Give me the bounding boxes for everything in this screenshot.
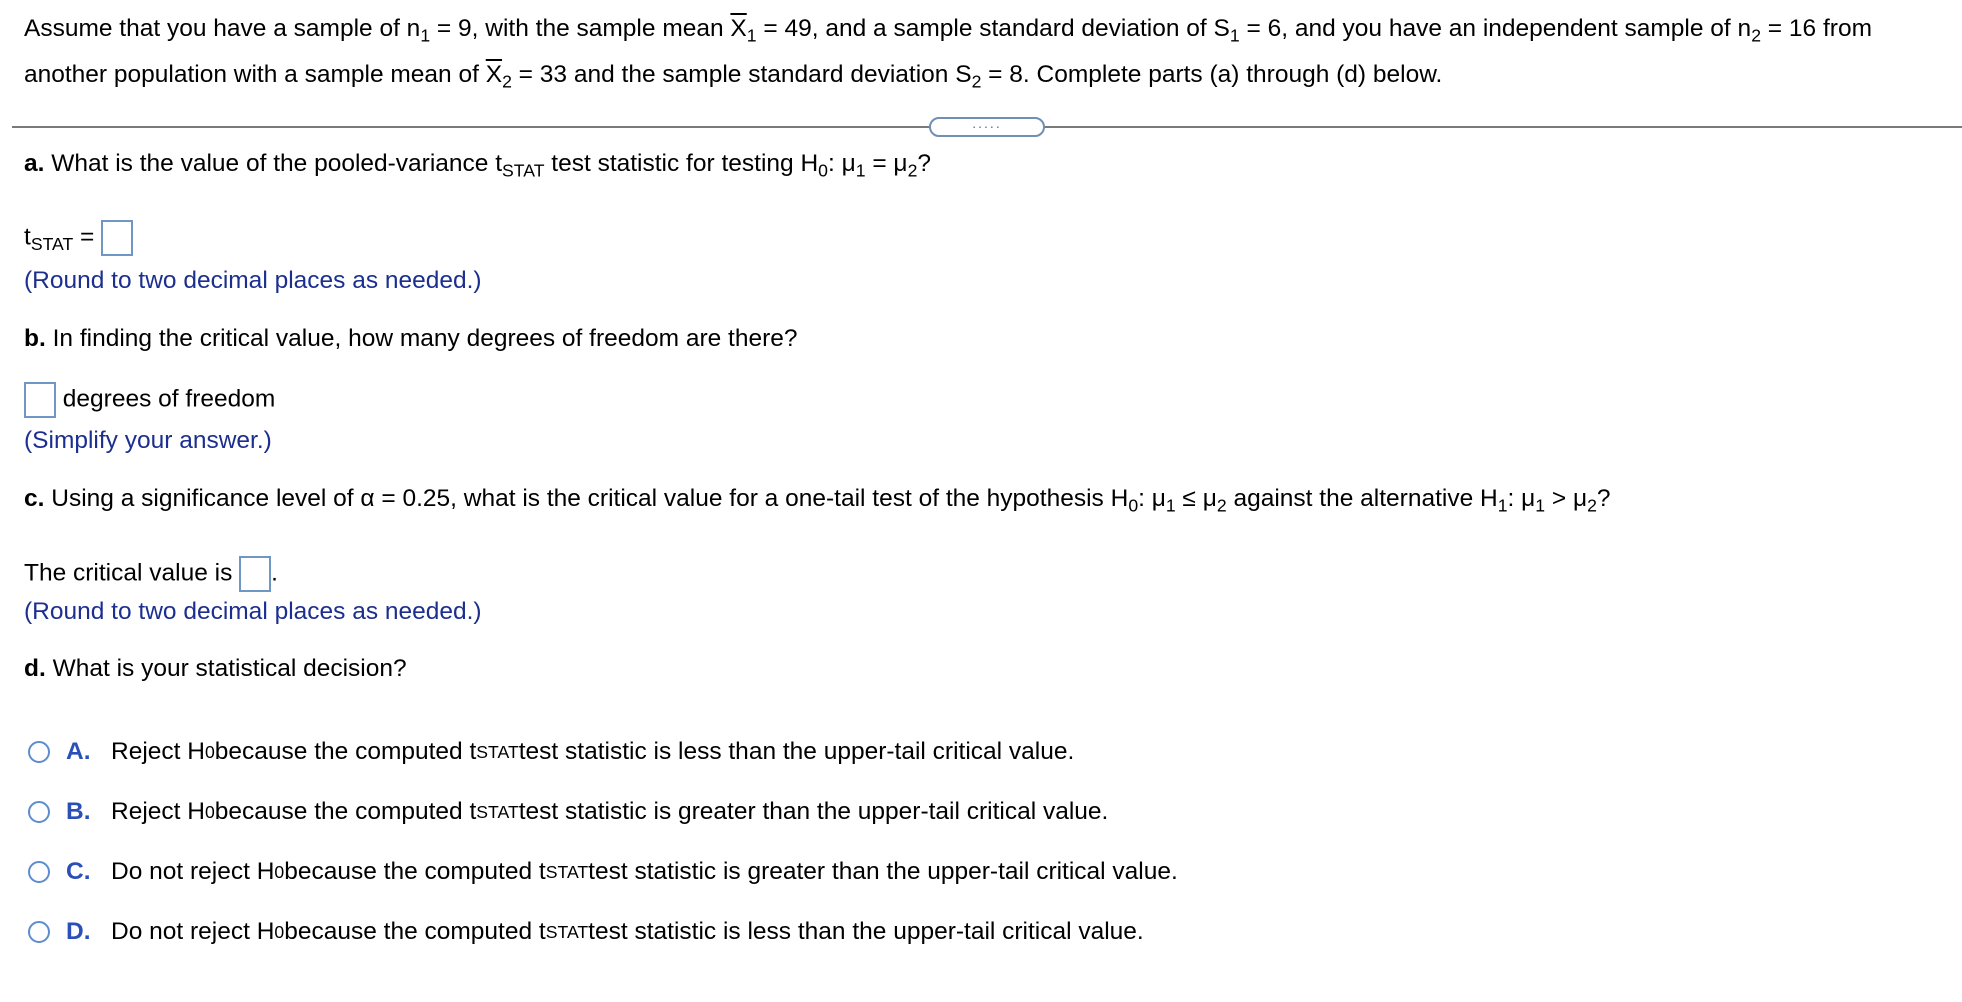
option-d[interactable]: D. Do not reject H 0 because the computed t STAT test statistic is less than the upper-tail critical value.: [28, 918, 1144, 946]
part-a-question: a. What is the value of the pooled-variance $t_{STAT}$ test statistic for testing $H_0$: $\mu_1 = \mu_2$?: [24, 150, 932, 181]
xbar2: $\overline{X}$: [485, 61, 503, 88]
expand-button[interactable]: .....: [929, 117, 1045, 137]
part-b-question: b. In finding the critical value, how many degrees of freedom are there?: [24, 325, 798, 352]
option-a[interactable]: A. Reject H 0 because the computed t STAT test statistic is less than the upper-tail critical value.: [28, 738, 1074, 766]
xbar1: $\overline{X}$: [730, 15, 747, 42]
radio-a[interactable]: [28, 741, 50, 763]
degrees-of-freedom-input[interactable]: [24, 382, 56, 418]
part-c-question: c. Using a significance level of α = 0.25, what is the critical value for a one-tail test of the hypothesis $H_0$: $\mu_1 \le \mu_2$ against the alternative $H_1$: $\mu_1 > \mu_2$?: [24, 485, 1611, 516]
radio-c[interactable]: [28, 861, 50, 883]
option-c[interactable]: C. Do not reject H 0 because the computed t STAT test statistic is greater than the upper-tail critical value.: [28, 858, 1178, 886]
part-a-hint: (Round to two decimal places as needed.): [24, 267, 482, 294]
part-a-answer-row: $t_{STAT}$ =: [24, 220, 133, 256]
option-b[interactable]: B. Reject H 0 because the computed t STAT test statistic is greater than the upper-tail critical value.: [28, 798, 1108, 826]
part-b-hint: (Simplify your answer.): [24, 427, 272, 454]
part-d-question: d. What is your statistical decision?: [24, 655, 407, 682]
tstat-input[interactable]: [101, 220, 133, 256]
radio-d[interactable]: [28, 921, 50, 943]
critical-value-input[interactable]: [239, 556, 271, 592]
radio-b[interactable]: [28, 801, 50, 823]
part-b-answer-row: degrees of freedom: [24, 382, 275, 418]
part-c-hint: (Round to two decimal places as needed.): [24, 598, 482, 625]
problem-stem: Assume that you have a sample of $n_1 = 9$, with the sample mean $\overline{X}_1 = 49$, and a sample standard deviation of $S_1 = 6$, and you have an independent sample of $n_2 = 16$ from another population with a sample mean of $\overline{X}_2 = 33$ and the sample standard deviation $S_2 = 8$. Complete parts (a) through (d) below.: [24, 15, 1872, 92]
part-c-answer-row: The critical value is .: [24, 556, 278, 592]
